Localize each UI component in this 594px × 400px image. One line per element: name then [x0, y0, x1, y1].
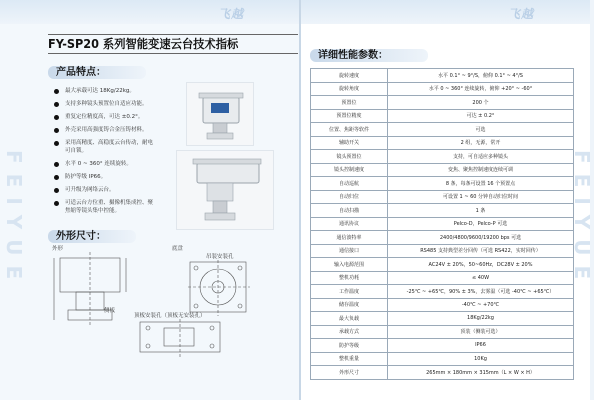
- param-name: 位置、焦距等软件: [311, 123, 388, 137]
- param-value: 1 条: [388, 204, 574, 218]
- param-value: 200 个: [388, 96, 574, 110]
- table-row: [311, 231, 574, 245]
- page-divider: [299, 0, 301, 400]
- param-value: ≤ 40W: [388, 271, 574, 285]
- feature-item: [54, 87, 202, 95]
- top-band: [0, 0, 590, 24]
- param-value: 变焦、聚焦控制速度连续可调: [388, 163, 574, 177]
- feature-text: 支持多种镜头预置位自适应功能。: [65, 101, 148, 107]
- param-name: 通信接口: [311, 244, 388, 258]
- table-row: [311, 258, 574, 272]
- bullet-icon: [54, 201, 59, 206]
- camera-side-image: [177, 151, 273, 229]
- params-table: [310, 68, 574, 380]
- param-value: AC24V ± 20%，50~60Hz，DC28V ± 20%: [388, 258, 574, 272]
- drawing-label-outline: 外形: [52, 246, 64, 252]
- param-name: 最大负载: [311, 312, 388, 326]
- param-value: 8 条，每条可设置 16 个预置点: [388, 177, 574, 191]
- table-row: [311, 271, 574, 285]
- param-value: RS485 支持典型差分回传（可选 RS422，实时回传）: [388, 244, 574, 258]
- param-value: 2400/4800/9600/19200 bps 可选: [388, 231, 574, 245]
- bullet-icon: [54, 188, 59, 193]
- features-heading: 产品特点：: [48, 66, 146, 79]
- page-title: [48, 34, 298, 54]
- param-name: 自动扫描: [311, 204, 388, 218]
- feature-text: 防护等级 IP66。: [65, 174, 107, 180]
- param-name: 输入电源范围: [311, 258, 388, 272]
- param-name: 防护等级: [311, 339, 388, 353]
- feature-text: 可升级为网络云台。: [65, 187, 115, 193]
- bullet-icon: [54, 115, 59, 120]
- table-row: [311, 204, 574, 218]
- param-name: 镜头预置位: [311, 150, 388, 164]
- feature-text: 采用高精度、高稳度云台传动，耐电 可自锁。: [65, 140, 154, 154]
- param-name: 整机重量: [311, 352, 388, 366]
- top-plate-drawing: [134, 318, 230, 362]
- param-name: 外形尺寸: [311, 366, 388, 380]
- drawing-label-top-mount: 顶板安装孔（顶板无安装孔）: [134, 313, 206, 319]
- table-row: [311, 352, 574, 366]
- table-row: [311, 177, 574, 191]
- param-value: 18Kg/22kg: [388, 312, 574, 326]
- table-row: [311, 366, 574, 380]
- param-value: Pelco-D，Pelco-P 可选: [388, 217, 574, 231]
- brand-logo-right: 飞越: [508, 7, 535, 21]
- bullet-icon: [54, 175, 59, 180]
- param-value: 2 组，无源，常开: [388, 136, 574, 150]
- bullet-icon: [54, 162, 59, 167]
- page-title-text: FY-SP20 系列智能变速云台技术指标: [48, 37, 239, 51]
- param-value: 支持，可自适应多种镜头: [388, 150, 574, 164]
- drawing-label-base: 底盘: [172, 246, 184, 252]
- table-row: [311, 190, 574, 204]
- feature-text: 最大承载可达 18Kg/22kg。: [65, 88, 135, 94]
- param-name: 整机功耗: [311, 271, 388, 285]
- param-name: 辅助开关: [311, 136, 388, 150]
- feature-text: 外壳采用高强度铸合金压铸材料。: [65, 127, 148, 133]
- param-name: 通信波特率: [311, 231, 388, 245]
- feature-text: 可适云台方位重、摄像机集成控、聚 焦缩等镜头集中控能。: [65, 200, 154, 214]
- param-name: 旋转速度: [311, 69, 388, 83]
- param-name: 旋转角度: [311, 82, 388, 96]
- drawing-label-mount-holes: 吊装安装孔: [206, 254, 234, 260]
- param-name: 工作温度: [311, 285, 388, 299]
- param-value: 可设置 1 ~ 60 分钟自动归位时间: [388, 190, 574, 204]
- table-row: [311, 312, 574, 326]
- feature-item: [54, 113, 202, 121]
- bullet-icon: [54, 102, 59, 107]
- table-row: [311, 82, 574, 96]
- feature-text: 水平 0 ~ 360° 连续旋转。: [65, 161, 132, 167]
- param-name: 自动归位: [311, 190, 388, 204]
- table-row: [311, 298, 574, 312]
- bullet-icon: [54, 89, 59, 94]
- table-row: [311, 244, 574, 258]
- table-row: [311, 339, 574, 353]
- param-value: 顶装（侧装可选）: [388, 325, 574, 339]
- product-photo-front: [186, 82, 254, 146]
- brand-logo-left: 飞越: [218, 7, 245, 21]
- bullet-icon: [54, 141, 59, 146]
- table-row: [311, 325, 574, 339]
- param-name: 预置位精度: [311, 109, 388, 123]
- params-heading: 详细性能参数：: [310, 49, 428, 62]
- table-row: [311, 123, 574, 137]
- feature-item: [54, 100, 202, 108]
- param-name: 储存温度: [311, 298, 388, 312]
- param-name: 承载方式: [311, 325, 388, 339]
- table-row: [311, 136, 574, 150]
- param-name: 预置位: [311, 96, 388, 110]
- left-watermark: FEIYUE: [2, 150, 26, 290]
- product-photo-side: [176, 150, 274, 230]
- bullet-icon: [54, 128, 59, 133]
- feature-item: [54, 126, 202, 134]
- param-value: IP66: [388, 339, 574, 353]
- dimensions-heading: 外形尺寸：: [48, 230, 136, 243]
- drawing-label-side-plate: 侧板: [104, 308, 116, 314]
- table-row: [311, 69, 574, 83]
- param-value: -25℃ ~ +65℃，90% ± 3%，去雾温（可选 -40℃ ~ +65℃）: [388, 285, 574, 299]
- camera-front-image: [187, 83, 253, 145]
- table-row: [311, 96, 574, 110]
- right-watermark: FEIYUE: [570, 150, 594, 290]
- table-row: [311, 163, 574, 177]
- param-value: 水平 0 ~ 360° 连续旋转，俯仰 +20° ~ -60°: [388, 82, 574, 96]
- param-name: 自动巡航: [311, 177, 388, 191]
- feature-text: 重复定位精度高，可达 ±0.2°。: [65, 114, 144, 120]
- param-value: 265mm × 180mm × 315mm（L × W × H）: [388, 366, 574, 380]
- table-row: [311, 150, 574, 164]
- base-plate-drawing: [184, 258, 264, 318]
- param-name: 通讯协议: [311, 217, 388, 231]
- param-value: -40℃ ~ +70℃: [388, 298, 574, 312]
- param-value: 可选: [388, 123, 574, 137]
- param-value: 水平 0.1° ~ 9°/S，俯仰 0.1° ~ 4°/S: [388, 69, 574, 83]
- table-row: [311, 217, 574, 231]
- param-value: 可达 ± 0.2°: [388, 109, 574, 123]
- table-row: [311, 285, 574, 299]
- param-name: 镜头控制速度: [311, 163, 388, 177]
- table-row: [311, 109, 574, 123]
- param-value: 10Kg: [388, 352, 574, 366]
